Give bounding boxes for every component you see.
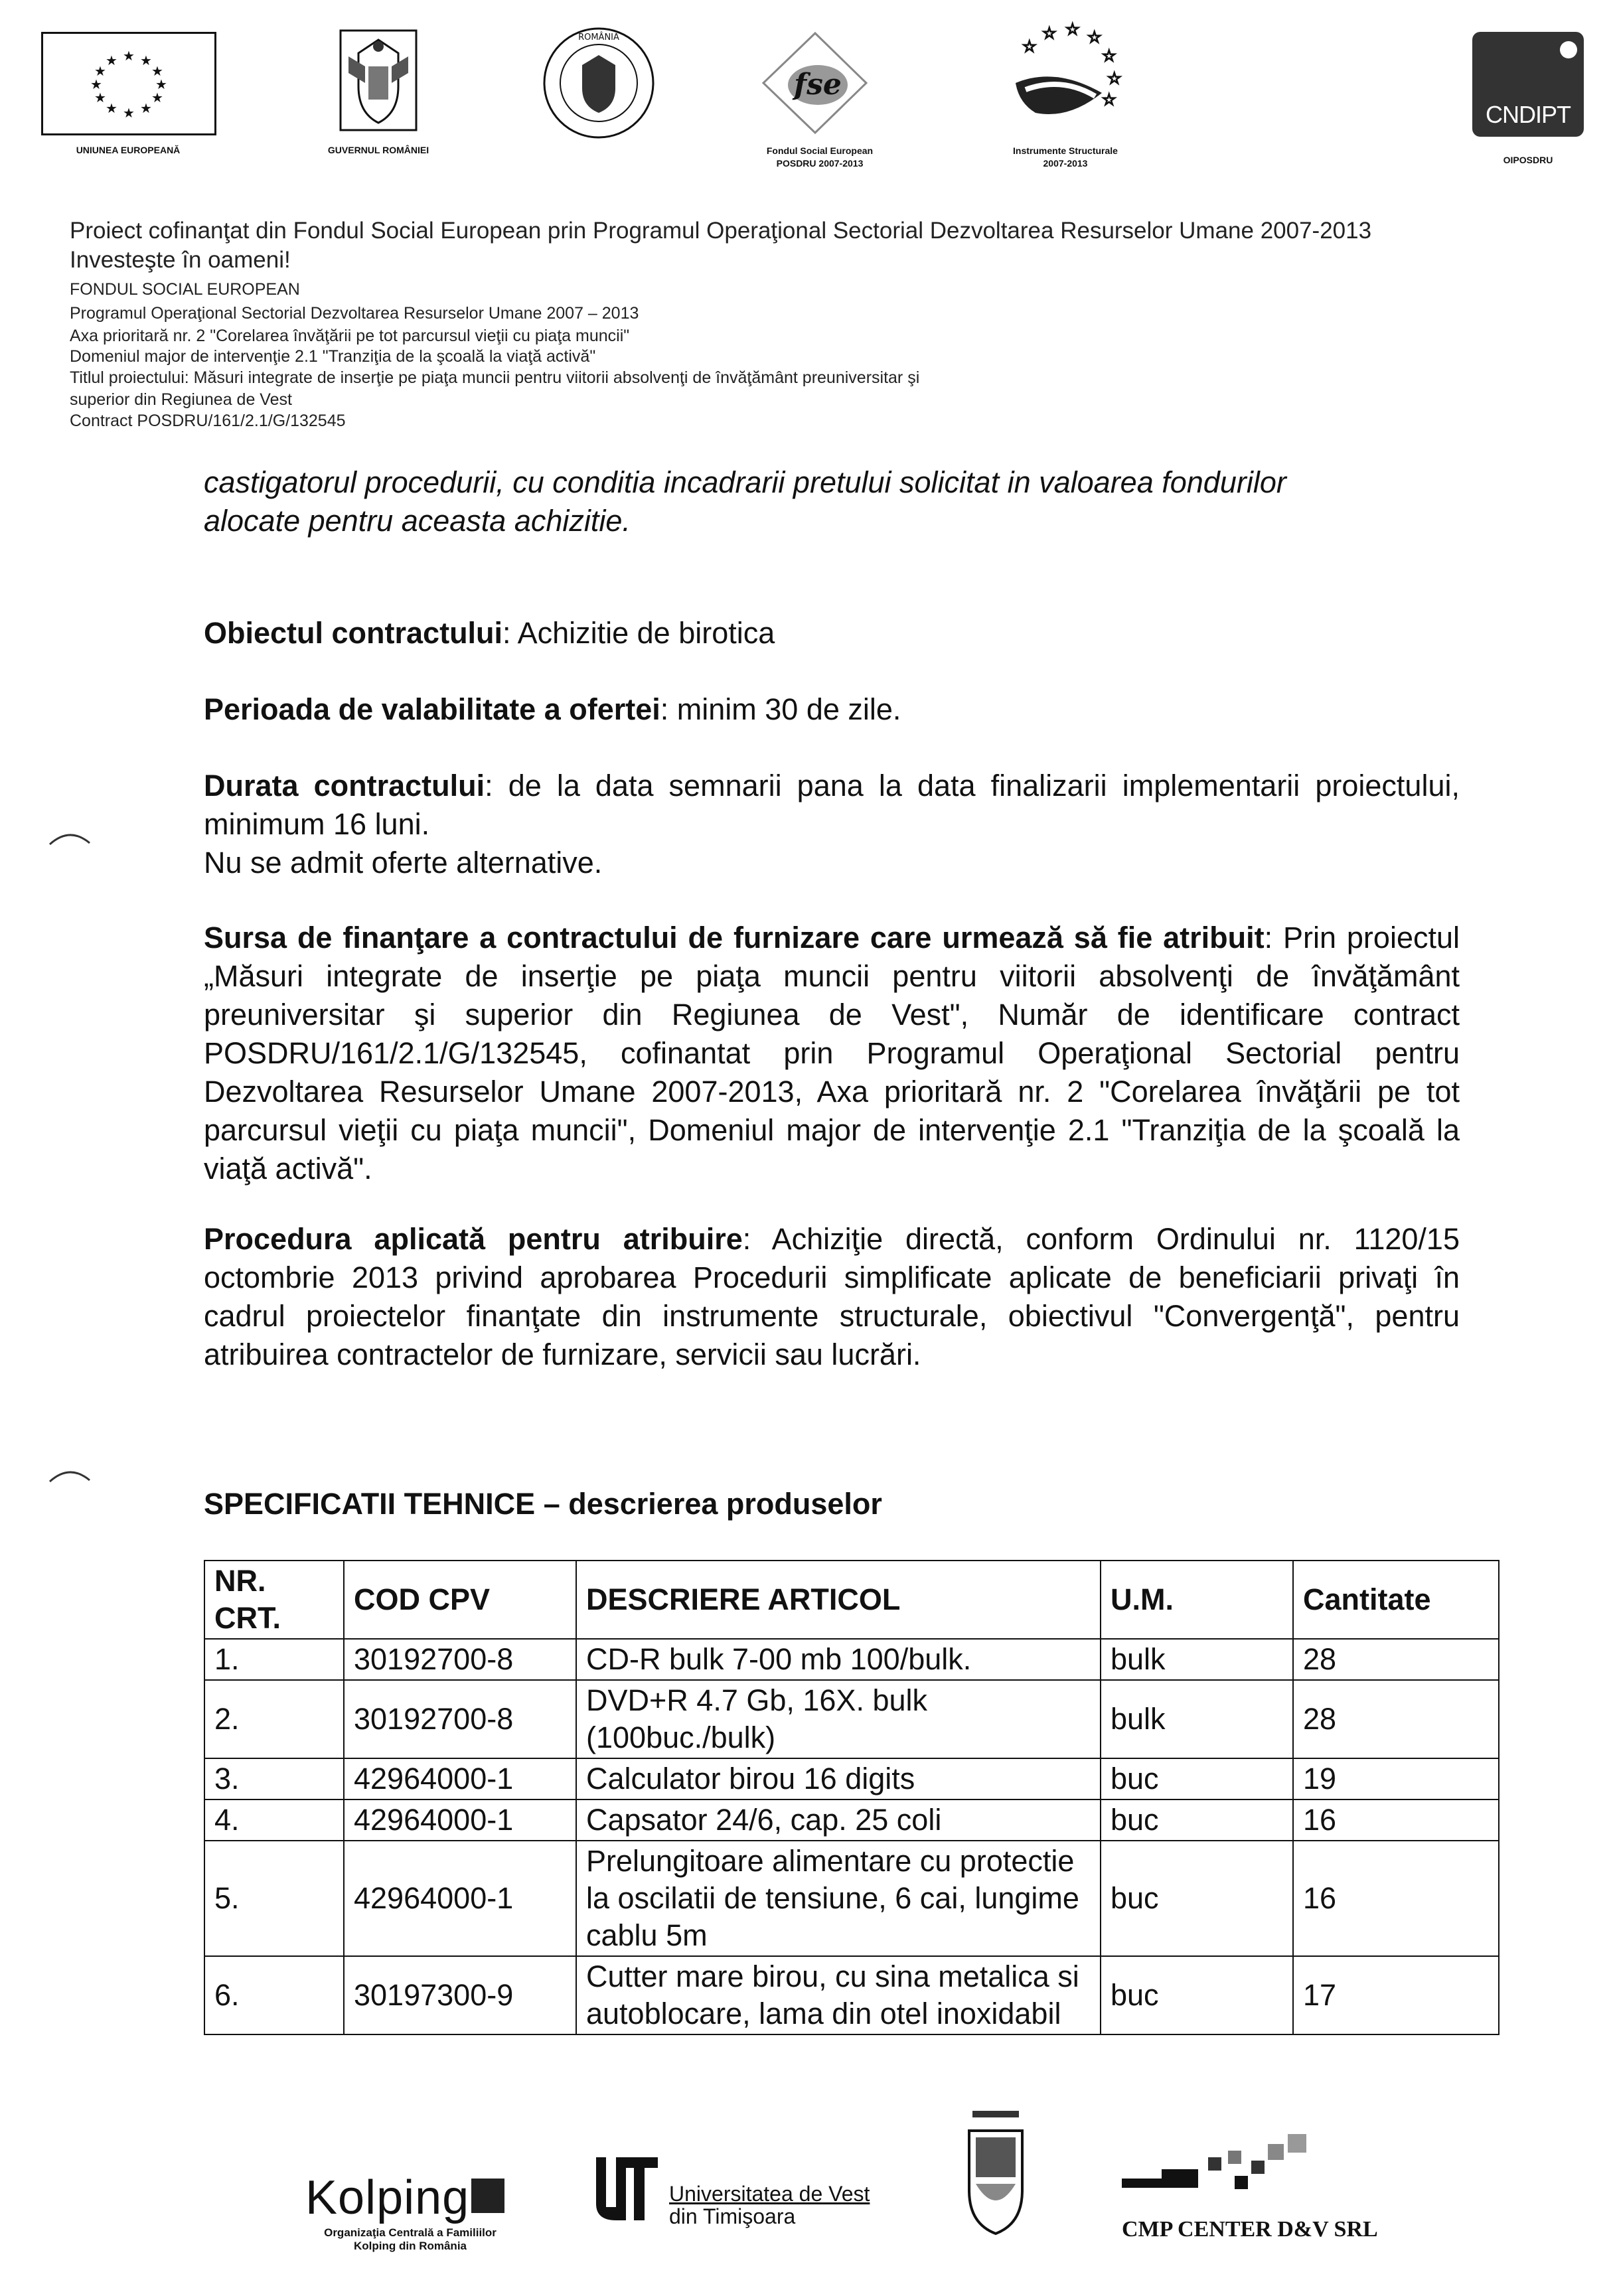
svg-text:★: ★ [151, 63, 163, 79]
svg-text:★: ★ [123, 105, 135, 121]
invest-in-people-line: Investeşte în oameni! [70, 247, 291, 273]
specs-table [204, 1560, 1500, 2035]
column-header-cpv: COD CPV [344, 1561, 576, 1639]
kolping-subtitle: Organizaţia Centrală a Familiilor Kolping din România [324, 2226, 497, 2252]
svg-text:★: ★ [94, 63, 106, 79]
header-small-line: Programul Operaţional Sectorial Dezvoltarea Resurselor Umane 2007 – 2013 [70, 304, 639, 323]
cell-nr: 1. [204, 1639, 344, 1680]
svg-text:☆: ☆ [1087, 28, 1102, 46]
cell-quantity: 16 [1293, 1799, 1499, 1841]
alternatives-note: Nu se admit oferte alternative. [204, 846, 603, 880]
validity-value: : minim 30 de zile. [660, 692, 901, 726]
table-row [204, 1956, 1499, 2034]
svg-text:☆: ☆ [1107, 69, 1122, 88]
cndipt-dot-icon [1560, 41, 1577, 58]
table-row [204, 1841, 1499, 1956]
svg-text:★: ★ [106, 100, 117, 116]
cell-nr: 3. [204, 1758, 344, 1799]
header-small-line: Axa prioritară nr. 2 "Corelarea învăţării pe tot parcursul vieţii cu piaţa muncii" [70, 327, 630, 345]
svg-text:☆: ☆ [1102, 90, 1116, 109]
funding-source-value: : Prin proiectul „Măsuri integrate de inserţie pe piaţa muncii pentru viitorii absolvenţi de învăţământ preuniversitar şi superior din Regiunea de Vest", Număr de identificare contract POSDRU/161/2.1/G/132545, cofinantat prin Programul Operaţional Sectorial pentru Dezvoltarea Resurselor Umane 2007-2013, Axa prioritară nr. 2 "Corelarea învăţării pe tot parcursul vieţii cu piaţa muncii", Domeniul major de intervenţie 2.1 "Tranziţia de la şcoală la viaţă activă". [204, 921, 1460, 1186]
object-value: : Achizitie de birotica [502, 616, 775, 650]
oiposdru-caption: OIPOSDRU [1503, 155, 1553, 165]
svg-text:★: ★ [140, 52, 152, 68]
kolping-logo-text: Kolping [305, 2171, 470, 2224]
svg-text:★: ★ [155, 76, 167, 92]
cell-description: Capsator 24/6, cap. 25 coli [576, 1799, 1101, 1841]
scan-mark-icon [46, 1460, 93, 1487]
cell-quantity: 16 [1293, 1841, 1499, 1956]
eu-caption: UNIUNEA EUROPEANĂ [76, 145, 181, 155]
header-small-line: Domeniul major de intervenţie 2.1 "Tranziţia de la şcoală la viaţă activă" [70, 347, 596, 366]
uvt-name: Universitatea de Vest din Timişoara [669, 2182, 870, 2228]
project-cofinanced-line: Proiect cofinanţat din Fondul Social European prin Programul Operaţional Sectorial Dezvoltarea Resurselor Umane 2007-2013 [70, 218, 1372, 244]
object-label: Obiectul contractului [204, 616, 503, 650]
cell-cpv: 42964000-1 [344, 1758, 576, 1799]
kolping-logo-icon [471, 2179, 504, 2213]
timis-crest-icon [959, 2104, 1032, 2237]
svg-text:fse: fse [794, 68, 842, 102]
fse-logo-icon [757, 27, 873, 139]
svg-text:★: ★ [106, 52, 117, 68]
procedure-paragraph [204, 1220, 1460, 1374]
svg-text:ROMÂNIA: ROMÂNIA [578, 33, 619, 42]
duration-value: : de la data semnarii pana la data finalizarii implementarii proiectului, minimum 16 luni. [204, 769, 1460, 841]
column-header-unit: U.M. [1101, 1561, 1293, 1639]
government-caption: GUVERNUL ROMÂNIEI [327, 145, 429, 155]
svg-text:★: ★ [151, 90, 163, 106]
intro-line: alocate pentru aceasta achizitie. [204, 504, 631, 538]
cell-cpv: 30192700-8 [344, 1680, 576, 1758]
scan-mark-icon [46, 823, 93, 850]
table-row [204, 1799, 1499, 1841]
cell-description: Prelungitoare alimentare cu protectie la oscilatii de tensiune, 6 cai, lungime cablu 5m [576, 1841, 1101, 1956]
header-small-line: Titlul proiectului: Măsuri integrate de inserţie pe piaţa muncii pentru viitorii absolvenţi de învăţământ preuniversitar şi [70, 368, 920, 387]
structural-instruments-caption: Instrumente Structurale 2007-2013 [1013, 145, 1118, 169]
cell-cpv: 30192700-8 [344, 1639, 576, 1680]
funding-source-paragraph [204, 919, 1460, 1188]
fse-caption: Fondul Social European POSDRU 2007-2013 [766, 145, 874, 169]
intro-paragraph [204, 463, 1460, 540]
cell-description: DVD+R 4.7 Gb, 16X. bulk (100buc./bulk) [576, 1680, 1101, 1758]
procedure-label: Procedura aplicată pentru atribuire [204, 1222, 743, 1256]
header-small-line: superior din Regiunea de Vest [70, 390, 292, 409]
cell-cpv: 42964000-1 [344, 1841, 576, 1956]
cell-unit: bulk [1101, 1680, 1293, 1758]
svg-text:☆: ☆ [1022, 37, 1037, 56]
cell-description: CD-R bulk 7-00 mb 100/bulk. [576, 1639, 1101, 1680]
ministry-seal-icon [541, 25, 657, 141]
intro-line: castigatorul procedurii, cu conditia incadrarii pretului solicitat in valoarea fondurilor [204, 465, 1286, 499]
uvt-logo-icon [593, 2151, 659, 2224]
cmp-center-logo-icon [1122, 2104, 1334, 2204]
svg-text:☆: ☆ [1065, 20, 1080, 38]
column-header-nr: NR. CRT. [204, 1561, 344, 1639]
cell-nr: 4. [204, 1799, 344, 1841]
cndipt-label: CNDIPT [1486, 101, 1571, 128]
validity-label: Perioada de valabilitate a ofertei [204, 692, 660, 726]
cell-unit: buc [1101, 1956, 1293, 2034]
technical-specs-title: SPECIFICATII TEHNICE – descrierea produselor [204, 1487, 882, 1521]
column-header-quantity: Cantitate [1293, 1561, 1499, 1639]
cell-quantity: 17 [1293, 1956, 1499, 2034]
svg-text:★: ★ [90, 76, 102, 92]
table-row [204, 1639, 1499, 1680]
cell-unit: buc [1101, 1841, 1293, 1956]
duration-paragraph [204, 767, 1460, 844]
table-row [204, 1680, 1499, 1758]
cell-nr: 6. [204, 1956, 344, 2034]
object-line [204, 614, 1460, 652]
cell-quantity: 28 [1293, 1680, 1499, 1758]
cell-unit: bulk [1101, 1639, 1293, 1680]
table-row [204, 1758, 1499, 1799]
cndipt-logo [1472, 32, 1584, 137]
government-crest-icon [335, 27, 422, 139]
procedure-value: : Achiziţie directă, conform Ordinului nr. 1120/15 octombrie 2013 privind aprobarea Procedurii simplificate aplicate de beneficiarii privaţi în cadrul proiectelor finanţate din instrumente structurale, obiectivul "Convergenţă", pentru atribuirea contractelor de furnizare, servicii sau lucrări. [204, 1222, 1460, 1371]
cell-nr: 5. [204, 1841, 344, 1956]
eu-flag-logo [41, 32, 216, 135]
funding-source-label: Sursa de finanţare a contractului de furnizare care urmează să fie atribuit [204, 921, 1265, 955]
cell-nr: 2. [204, 1680, 344, 1758]
cell-cpv: 30197300-9 [344, 1956, 576, 2034]
header-small-line: FONDUL SOCIAL EUROPEAN [70, 280, 300, 299]
cell-description: Calculator birou 16 digits [576, 1758, 1101, 1799]
svg-text:★: ★ [123, 48, 135, 64]
column-header-description: DESCRIERE ARTICOL [576, 1561, 1101, 1639]
duration-label: Durata contractului [204, 769, 485, 803]
validity-line [204, 690, 1460, 729]
structural-instruments-logo-icon [1002, 20, 1128, 139]
cell-description: Cutter mare birou, cu sina metalica si autoblocare, lama din otel inoxidabil [576, 1956, 1101, 2034]
svg-text:★: ★ [94, 90, 106, 106]
svg-text:★: ★ [140, 100, 152, 116]
cell-quantity: 19 [1293, 1758, 1499, 1799]
cell-unit: buc [1101, 1799, 1293, 1841]
cell-quantity: 28 [1293, 1639, 1499, 1680]
svg-text:☆: ☆ [1102, 46, 1116, 65]
cmp-center-name: CMP CENTER D&V SRL [1122, 2217, 1378, 2242]
svg-text:☆: ☆ [1042, 24, 1057, 42]
header-small-line: Contract POSDRU/161/2.1/G/132545 [70, 412, 346, 430]
cell-cpv: 42964000-1 [344, 1799, 576, 1841]
cell-unit: buc [1101, 1758, 1293, 1799]
table-header-row [204, 1561, 1499, 1639]
